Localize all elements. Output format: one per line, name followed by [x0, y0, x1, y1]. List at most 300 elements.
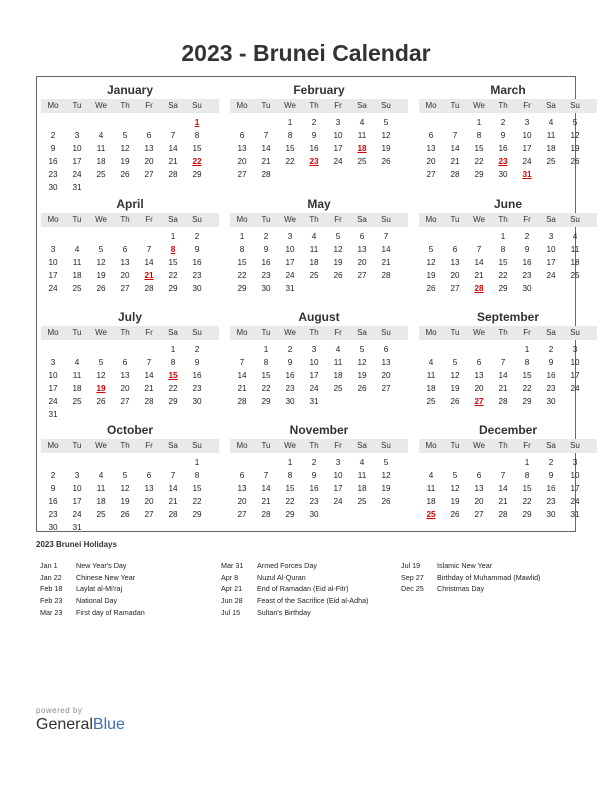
day-cell [230, 116, 254, 129]
week-row [230, 168, 408, 181]
day-cell: 10 [48, 258, 58, 267]
weekday-label: Tu [261, 441, 271, 450]
day-cell [89, 343, 113, 356]
weekday-label: Fr [145, 328, 153, 337]
month-days [41, 116, 219, 194]
day-cell: 5 [572, 118, 578, 127]
week-row [41, 508, 219, 521]
day-cell [41, 116, 65, 129]
holiday-date: Feb 18 [40, 584, 63, 594]
day-cell [65, 343, 89, 356]
weekday-label: Mo [425, 328, 437, 337]
day-cell: 18 [546, 144, 556, 153]
day-cell: 15 [522, 371, 532, 380]
day-cell: 15 [192, 484, 202, 493]
day-cell [467, 343, 491, 356]
month-days [419, 116, 597, 181]
day-cell [65, 456, 89, 469]
day-cell [491, 343, 515, 356]
day-cell [185, 521, 209, 534]
day-cell: 15 [237, 258, 247, 267]
day-cell: 25 [570, 271, 580, 280]
day-cell: 6 [359, 232, 365, 241]
day-cell: 9 [548, 471, 554, 480]
day-cell: 30 [498, 170, 508, 179]
weekday-header [419, 99, 597, 113]
month-name: May [307, 197, 331, 211]
weekday-label: Th [309, 215, 319, 224]
day-cell: 5 [335, 232, 341, 241]
weekday-label: Sa [546, 101, 556, 110]
holiday-name: Birthday of Muhammad (Mawlid) [437, 572, 541, 582]
day-cell: 2 [500, 118, 506, 127]
week-row [41, 408, 219, 421]
brand-name-blue: Blue [92, 716, 125, 733]
day-cell: 13 [120, 258, 130, 267]
day-cell: 7 [263, 471, 269, 480]
holiday-name: Laylat al-Mi'raj [76, 584, 123, 594]
day-cell [185, 181, 209, 194]
day-cell [419, 116, 443, 129]
day-cell: 20 [120, 271, 130, 280]
day-cell [443, 230, 467, 243]
day-cell: 12 [426, 258, 436, 267]
day-cell: 18 [72, 384, 82, 393]
week-row [419, 243, 597, 256]
day-cell: 11 [309, 245, 319, 254]
weekday-label: Th [120, 101, 130, 110]
week-row [230, 142, 408, 155]
day-cell: 24 [48, 284, 58, 293]
weekday-label: Fr [334, 441, 342, 450]
day-cell: 13 [381, 358, 391, 367]
day-cell: 22 [168, 384, 178, 393]
day-cell [467, 230, 491, 243]
day-cell: 26 [570, 157, 580, 166]
day-cell: 12 [120, 484, 130, 493]
month-days [41, 343, 219, 421]
weekday-label: Mo [236, 215, 248, 224]
day-cell: 14 [237, 371, 247, 380]
day-cell: 14 [168, 484, 178, 493]
day-cell: 18 [426, 384, 436, 393]
week-row [230, 343, 408, 356]
day-cell: 7 [146, 358, 152, 367]
day-cell: 20 [144, 497, 154, 506]
day-cell: 16 [285, 371, 295, 380]
holiday-date: Feb 23 [40, 596, 63, 606]
month-january [41, 83, 219, 194]
month-february [230, 83, 408, 181]
weekday-label: We [95, 328, 107, 337]
day-cell: 14 [474, 258, 484, 267]
day-cell: 9 [311, 131, 317, 140]
day-cell [326, 282, 350, 295]
day-cell: 8 [476, 131, 482, 140]
day-cell [89, 181, 113, 194]
day-cell: 1 [524, 458, 530, 467]
weekday-label: Th [309, 328, 319, 337]
day-cell: 31 [285, 284, 295, 293]
weekday-label: Sa [546, 328, 556, 337]
day-cell: 24 [570, 497, 580, 506]
day-cell: 14 [498, 484, 508, 493]
weekday-header [419, 213, 597, 227]
day-cell: 30 [309, 510, 319, 519]
day-cell [137, 116, 161, 129]
day-cell: 24 [285, 271, 295, 280]
holiday-name: Nuzul Al-Quran [257, 572, 306, 582]
day-cell: 11 [96, 144, 106, 153]
day-cell: 27 [450, 284, 460, 293]
day-cell: 12 [570, 131, 580, 140]
holiday-item [40, 583, 145, 595]
holiday-item [40, 560, 145, 572]
week-row [230, 256, 408, 269]
weekday-label: Mo [425, 441, 437, 450]
week-row [41, 482, 219, 495]
weekday-label: Tu [72, 215, 82, 224]
day-cell: 31 [570, 510, 580, 519]
week-row [41, 369, 219, 382]
weekday-label: Fr [334, 215, 342, 224]
day-cell: 13 [144, 144, 154, 153]
day-cell: 18 [96, 157, 106, 166]
week-row [230, 469, 408, 482]
day-cell [419, 456, 443, 469]
day-cell: 10 [570, 471, 580, 480]
day-cell: 12 [120, 144, 130, 153]
day-cell [302, 282, 326, 295]
weekday-label: We [473, 441, 485, 450]
month-name: November [289, 423, 349, 437]
day-cell [65, 230, 89, 243]
weekday-label: Fr [523, 215, 531, 224]
weekday-label: Th [309, 441, 319, 450]
month-days [41, 456, 219, 534]
weekday-label: Su [192, 441, 202, 450]
holidays-heading: 2023 Brunei Holidays [36, 540, 117, 549]
weekday-header [230, 213, 408, 227]
month-name: December [478, 423, 538, 437]
month-days [419, 343, 597, 408]
day-cell [254, 116, 278, 129]
week-row [419, 168, 597, 181]
day-cell [137, 408, 161, 421]
week-row [41, 456, 219, 469]
day-cell: 13 [144, 484, 154, 493]
weekday-label: We [473, 328, 485, 337]
day-cell [89, 408, 113, 421]
day-cell: 10 [333, 131, 343, 140]
day-cell: 13 [474, 371, 484, 380]
weekday-label: We [284, 328, 296, 337]
day-cell: 2 [548, 458, 554, 467]
day-cell: 9 [194, 245, 200, 254]
week-row [41, 243, 219, 256]
day-cell: 17 [48, 271, 58, 280]
day-cell: 29 [498, 284, 508, 293]
weekday-header [41, 99, 219, 113]
day-cell: 2 [50, 471, 56, 480]
weekday-label: Su [381, 328, 391, 337]
day-cell: 15 [522, 484, 532, 493]
day-cell: 2 [50, 131, 56, 140]
day-cell: 27 [381, 384, 391, 393]
day-cell: 3 [311, 345, 317, 354]
day-cell: 19 [120, 497, 130, 506]
weekday-label: Tu [450, 441, 460, 450]
day-cell: 30 [192, 284, 202, 293]
day-cell: 10 [72, 484, 82, 493]
day-cell: 28 [237, 397, 247, 406]
holiday-name: Feast of the Sacrifice (Eid al-Adha) [257, 596, 369, 606]
holiday-day-cell: 22 [192, 157, 202, 166]
week-row [230, 495, 408, 508]
day-cell [137, 521, 161, 534]
day-cell: 29 [261, 397, 271, 406]
day-cell: 1 [263, 345, 269, 354]
day-cell: 10 [309, 358, 319, 367]
week-row [230, 356, 408, 369]
day-cell: 8 [287, 471, 293, 480]
weekday-label: Su [192, 101, 202, 110]
month-name: January [106, 83, 154, 97]
weekday-label: Fr [334, 328, 342, 337]
day-cell: 20 [450, 271, 460, 280]
day-cell: 26 [96, 397, 106, 406]
day-cell: 27 [237, 170, 247, 179]
day-cell: 24 [309, 384, 319, 393]
weekday-label: Fr [523, 441, 531, 450]
weekday-label: Sa [168, 101, 178, 110]
day-cell: 3 [572, 345, 578, 354]
day-cell: 9 [287, 358, 293, 367]
day-cell: 20 [120, 384, 130, 393]
weekday-label: Th [498, 328, 508, 337]
day-cell: 27 [120, 397, 130, 406]
day-cell: 21 [237, 384, 247, 393]
day-cell: 15 [168, 258, 178, 267]
day-cell: 16 [546, 371, 556, 380]
day-cell: 1 [287, 118, 293, 127]
day-cell [113, 408, 137, 421]
day-cell [563, 395, 587, 408]
day-cell: 21 [261, 497, 271, 506]
month-days [41, 230, 219, 295]
day-cell: 29 [192, 170, 202, 179]
weekday-label: Sa [357, 328, 367, 337]
day-cell: 14 [168, 144, 178, 153]
day-cell: 2 [287, 345, 293, 354]
day-cell: 26 [450, 397, 460, 406]
day-cell [41, 456, 65, 469]
day-cell: 22 [474, 157, 484, 166]
day-cell: 10 [285, 245, 295, 254]
day-cell: 31 [309, 397, 319, 406]
day-cell: 18 [96, 497, 106, 506]
month-days [230, 456, 408, 521]
weekday-label: Sa [168, 215, 178, 224]
day-cell: 26 [120, 170, 130, 179]
day-cell: 7 [500, 358, 506, 367]
week-row [230, 243, 408, 256]
day-cell: 20 [144, 157, 154, 166]
day-cell: 1 [170, 232, 176, 241]
day-cell: 28 [144, 397, 154, 406]
week-row [41, 116, 219, 129]
day-cell: 9 [50, 484, 56, 493]
day-cell: 7 [170, 471, 176, 480]
day-cell: 26 [333, 271, 343, 280]
month-name: August [298, 310, 340, 324]
day-cell: 8 [194, 471, 200, 480]
weekday-label: Fr [334, 101, 342, 110]
day-cell [230, 343, 254, 356]
day-cell: 28 [261, 170, 271, 179]
day-cell: 4 [359, 458, 365, 467]
day-cell [350, 508, 374, 521]
week-row [230, 155, 408, 168]
day-cell [374, 168, 398, 181]
month-name: July [117, 310, 142, 324]
week-row [230, 369, 408, 382]
day-cell [443, 343, 467, 356]
day-cell: 25 [357, 157, 367, 166]
day-cell: 6 [239, 131, 245, 140]
day-cell: 27 [144, 510, 154, 519]
weekday-label: Mo [425, 101, 437, 110]
day-cell [113, 181, 137, 194]
day-cell: 12 [381, 471, 391, 480]
day-cell: 30 [48, 523, 58, 532]
day-cell: 30 [261, 284, 271, 293]
day-cell: 6 [383, 345, 389, 354]
day-cell: 21 [168, 497, 178, 506]
day-cell [230, 456, 254, 469]
week-row [419, 356, 597, 369]
week-row [230, 116, 408, 129]
week-row [230, 282, 408, 295]
weekday-label: Th [498, 215, 508, 224]
day-cell: 27 [426, 170, 436, 179]
day-cell: 7 [170, 131, 176, 140]
weekday-label: Tu [72, 101, 82, 110]
day-cell: 26 [450, 510, 460, 519]
week-row [419, 369, 597, 382]
weekday-label: Th [498, 441, 508, 450]
day-cell: 20 [357, 258, 367, 267]
weekday-label: Mo [425, 215, 437, 224]
weekday-label: Tu [450, 101, 460, 110]
week-row [41, 181, 219, 194]
day-cell: 6 [122, 358, 128, 367]
day-cell: 14 [498, 371, 508, 380]
weekday-header [230, 99, 408, 113]
day-cell: 4 [74, 358, 80, 367]
day-cell: 7 [452, 131, 458, 140]
day-cell: 7 [239, 358, 245, 367]
day-cell: 20 [237, 497, 247, 506]
day-cell: 2 [263, 232, 269, 241]
day-cell: 9 [548, 358, 554, 367]
day-cell: 16 [192, 258, 202, 267]
day-cell: 12 [357, 358, 367, 367]
day-cell: 17 [333, 484, 343, 493]
day-cell [374, 508, 398, 521]
day-cell: 20 [426, 157, 436, 166]
day-cell: 3 [335, 118, 341, 127]
day-cell: 18 [357, 484, 367, 493]
day-cell: 22 [168, 271, 178, 280]
weekday-label: We [284, 101, 296, 110]
day-cell: 18 [72, 271, 82, 280]
holiday-item [401, 572, 540, 584]
day-cell: 6 [146, 471, 152, 480]
weekday-label: We [95, 441, 107, 450]
day-cell: 19 [426, 271, 436, 280]
day-cell [350, 168, 374, 181]
day-cell: 3 [548, 232, 554, 241]
week-row [41, 142, 219, 155]
weekday-label: Mo [47, 328, 59, 337]
weekday-label: We [284, 215, 296, 224]
month-december [419, 423, 597, 521]
day-cell: 25 [72, 284, 82, 293]
day-cell [113, 343, 137, 356]
day-cell: 9 [50, 144, 56, 153]
weekday-header [41, 326, 219, 340]
day-cell [374, 395, 398, 408]
weekday-label: Sa [357, 441, 367, 450]
day-cell: 24 [522, 157, 532, 166]
day-cell [161, 181, 185, 194]
day-cell: 16 [192, 371, 202, 380]
day-cell: 19 [381, 144, 391, 153]
month-september [419, 310, 597, 408]
day-cell: 15 [498, 258, 508, 267]
day-cell: 20 [381, 371, 391, 380]
day-cell: 5 [383, 118, 389, 127]
week-row [419, 129, 597, 142]
day-cell: 30 [285, 397, 295, 406]
day-cell: 13 [450, 258, 460, 267]
week-row [41, 521, 219, 534]
holiday-item [40, 607, 145, 619]
day-cell: 1 [170, 345, 176, 354]
month-july [41, 310, 219, 421]
day-cell: 23 [546, 497, 556, 506]
weekday-label: Mo [236, 441, 248, 450]
day-cell: 22 [237, 271, 247, 280]
day-cell: 4 [98, 131, 104, 140]
day-cell: 21 [474, 271, 484, 280]
month-may [230, 197, 408, 295]
day-cell [326, 508, 350, 521]
weekday-label: Tu [72, 328, 82, 337]
day-cell: 3 [524, 118, 530, 127]
day-cell: 13 [426, 144, 436, 153]
week-row [230, 482, 408, 495]
day-cell: 26 [357, 384, 367, 393]
day-cell: 16 [546, 484, 556, 493]
holiday-date: Apr 8 [221, 572, 239, 582]
weekday-label: Fr [523, 101, 531, 110]
day-cell: 29 [237, 284, 247, 293]
day-cell: 29 [192, 510, 202, 519]
day-cell: 19 [357, 371, 367, 380]
weekday-label: We [95, 101, 107, 110]
